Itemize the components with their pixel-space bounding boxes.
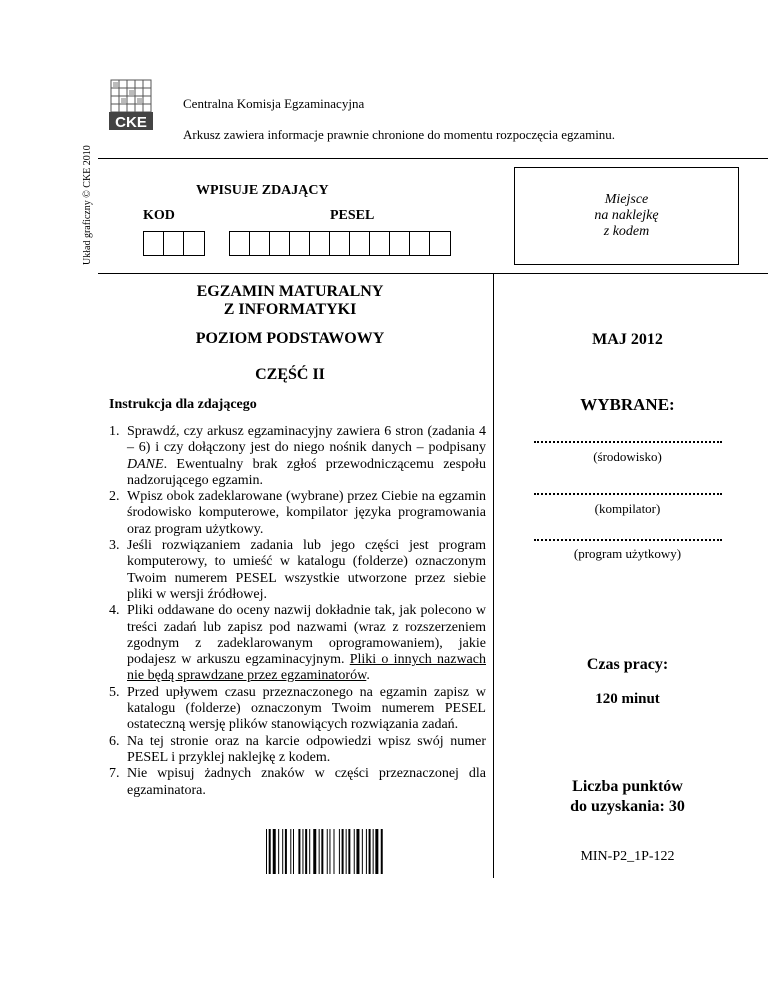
kod-input-boxes[interactable] — [143, 231, 205, 256]
pesel-label: PESEL — [330, 208, 375, 223]
environment-field[interactable] — [500, 441, 755, 443]
compiler-field[interactable] — [500, 493, 755, 495]
svg-text:CKE: CKE — [115, 114, 147, 131]
list-item: 2. Wpisz obok zadeklarowane (wybrane) przez Ciebie na egzamin środowisko komputerowe, kompilator języka programowania oraz program użytkowy. — [109, 489, 486, 537]
kod-label: KOD — [143, 208, 175, 223]
list-item: 3. Jeśli rozwiązaniem zadania lub jego części jest program komputerowy, to umieść w katalogu (folderze) oznaczonym Twoim numerem PESEL wszystkie utworzone przez siebie pliki w wersji źródłowej. — [109, 538, 486, 602]
candidate-heading: WPISUJE ZDAJĄCY — [196, 183, 329, 198]
list-item: 6. Na tej stronie oraz na karcie odpowiedzi wpisz swój numer PESEL i przyklej naklejkę z kodem. — [109, 733, 486, 765]
environment-label: (środowisko) — [593, 449, 662, 464]
column-divider — [493, 274, 494, 878]
instructions-list — [109, 424, 486, 799]
application-field[interactable] — [500, 539, 755, 541]
institution-name: Centralna Komisja Egzaminacyjna — [183, 96, 365, 111]
sticker-placeholder: Miejsce na naklejkę z kodem — [514, 167, 739, 265]
divider — [98, 158, 768, 159]
exam-title: EGZAMIN MATURALNY Z INFORMATYKI — [196, 283, 384, 318]
exam-date: MAJ 2012 — [592, 331, 663, 348]
compiler-label: (kompilator) — [594, 501, 661, 516]
exam-part: CZĘŚĆ II — [255, 366, 325, 383]
selection-heading: WYBRANE: — [580, 395, 675, 414]
copyright-side-text: Układ graficzny © CKE 2010 — [82, 145, 93, 265]
sheet-code: MIN-P2_1P-122 — [580, 849, 675, 864]
application-label: (program użytkowy) — [573, 546, 682, 561]
list-item: 1. Sprawdź, czy arkusz egzaminacyjny zawiera 6 stron (zadania 4 – 6) i czy dołączony jest do niego nośnik danych – podpisany DANE. Ewentualny brak zgłoś przewodniczącemu zespołu nadzorującego egzamin. — [109, 424, 486, 488]
pesel-input-boxes[interactable] — [229, 231, 451, 256]
list-item: 7. Nie wpisuj żadnych znaków w części przeznaczonej dla egzaminatora. — [109, 766, 486, 798]
time-label: Czas pracy: — [586, 656, 669, 673]
barcode — [266, 829, 430, 874]
instructions-heading: Instrukcja dla zdającego — [109, 397, 257, 412]
points-info: Liczba punktów do uzyskania: 30 — [570, 778, 685, 815]
confidentiality-notice: Arkusz zawiera informacje prawnie chronione do momentu rozpoczęcia egzaminu. — [183, 127, 616, 142]
divider — [98, 273, 768, 274]
list-item: 5. Przed upływem czasu przeznaczonego na egzamin zapisz w katalogu (folderze) oznaczonym Twoim numerem PESEL ostateczną wersję plików stanowiących rozwiązania zadań. — [109, 684, 486, 733]
list-item: 4. Pliki oddawane do oceny nazwij dokładnie tak, jak polecono w treści zadań lub zapisz pod nazwami (wraz z rozszerzeniem zgodnym z zadeklarowanym oprogramowaniem), jakie podajesz w arkuszu egzaminacyjnym. Pliki o innych nazwach nie będą sprawdzane przez egzaminatorów. — [109, 603, 486, 684]
exam-level: POZIOM PODSTAWOWY — [195, 330, 385, 347]
time-value: 120 minut — [595, 691, 660, 707]
cke-logo — [107, 78, 159, 136]
